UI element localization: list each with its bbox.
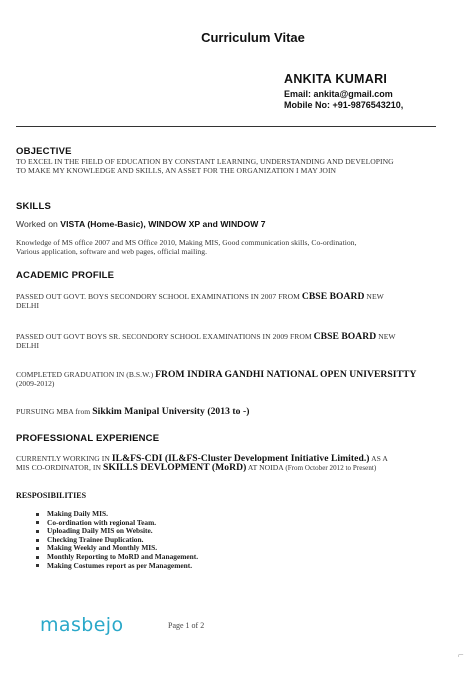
list-item: Co-ordination with regional Team. — [36, 519, 198, 528]
academic-item-1-city: DELHI — [16, 301, 40, 311]
list-item: Checking Trainee Duplication. — [36, 536, 198, 545]
academic-item-4 — [16, 407, 460, 416]
academic-heading: ACADEMIC PROFILE — [16, 270, 115, 281]
skills-heading: SKILLS — [16, 201, 51, 212]
skills-line-3: Various application, software and web pages, official mailing. — [16, 247, 208, 257]
email-line: Email: ankita@gmail.com — [284, 89, 393, 99]
professional-project: SKILLS DEVLOPMENT (MoRD) — [102, 462, 247, 474]
objective-line-1: TO EXCEL IN THE FIELD OF EDUCATION BY CONSTANT LEARNING, UNDERSTANDING AND DEVELOPING — [16, 157, 394, 166]
academic-item-1-suffix: NEW — [364, 292, 384, 301]
list-item: Making Daily MIS. — [36, 510, 198, 519]
skills-os-list: VISTA (Home-Basic), WINDOW XP and WINDOW 7 — [60, 219, 266, 229]
list-item: Making Weekly and Monthly MIS. — [36, 544, 198, 553]
professional-heading: PROFESSIONAL EXPERIENCE — [16, 433, 160, 444]
mobile-line: Mobile No: +91-9876543210, — [284, 100, 404, 110]
professional-employer: IL&FS-CDI (IL&FS-Cluster Development Initiative Limited.) — [111, 453, 370, 464]
professional-line-2-text: MIS CO-ORDINATOR, IN — [16, 463, 103, 473]
academic-item-2-city: DELHI — [16, 341, 40, 351]
skills-line-1-prefix: Worked on — [16, 219, 61, 229]
header-divider — [16, 126, 436, 127]
contact-block — [284, 72, 403, 111]
skills-details — [16, 238, 460, 257]
professional-line-1-suffix: AS A — [369, 454, 388, 463]
professional-location: AT NOIDA — [246, 463, 286, 473]
academic-item-1 — [16, 292, 460, 311]
skills-line-1 — [16, 219, 460, 229]
academic-item-2-board: CBSE BOARD — [313, 331, 377, 342]
objective-heading: OBJECTIVE — [16, 146, 72, 157]
academic-item-3-years: (2009-2012) — [16, 379, 55, 389]
academic-item-1-board: CBSE BOARD — [301, 291, 365, 302]
document-title: Curriculum Vitae — [201, 30, 305, 45]
academic-item-1-text: PASSED OUT GOVT. BOYS SECONDORY SCHOOL EXAMINATIONS IN 2007 FROM — [16, 292, 302, 301]
objective-line-2: TO MAKE MY KNOWLEDGE AND SKILLS, AN ASSET FOR THE ORGANIZATION I MAY JOIN — [16, 166, 337, 176]
page-corner-mark: ⌐ — [458, 650, 464, 661]
masbejo-logo: masbejo — [40, 614, 124, 636]
academic-item-3-text: COMPLETED GRADUATION IN (B.S.W.) — [16, 370, 156, 379]
academic-item-2-suffix: NEW — [376, 332, 396, 341]
candidate-name: ANKITA KUMARI — [284, 72, 388, 86]
professional-text — [16, 454, 460, 474]
responsibilities-heading: RESPOSIBILITIES — [16, 491, 87, 500]
academic-item-4-university: Sikkim Manipal University (2013 to -) — [92, 406, 250, 417]
list-item: Monthly Reporting to MoRD and Management. — [36, 553, 198, 562]
academic-item-3 — [16, 370, 460, 389]
academic-item-2-text: PASSED OUT GOVT BOYS SR. SECONDORY SCHOOL EXAMINATIONS IN 2009 FROM — [16, 332, 314, 341]
list-item: Uploading Daily MIS on Website. — [36, 527, 198, 536]
responsibilities-list — [36, 510, 198, 570]
skills-line-2: Knowledge of MS office 2007 and MS Office 2010, Making MIS, Good communication skills, Co-ordination, — [16, 238, 357, 247]
academic-item-3-university: FROM INDIRA GANDHI NATIONAL OPEN UNIVERSITTY — [155, 369, 417, 380]
professional-line-1-text: CURRENTLY WORKING IN — [16, 454, 112, 463]
academic-item-4-text: PURSUING MBA from — [16, 407, 93, 416]
list-item: Making Costumes report as per Management. — [36, 562, 198, 571]
professional-period: (From October 2012 to Present) — [285, 464, 377, 473]
academic-item-2 — [16, 332, 460, 351]
page-number: Page 1 of 2 — [168, 621, 205, 630]
objective-text — [16, 157, 460, 176]
